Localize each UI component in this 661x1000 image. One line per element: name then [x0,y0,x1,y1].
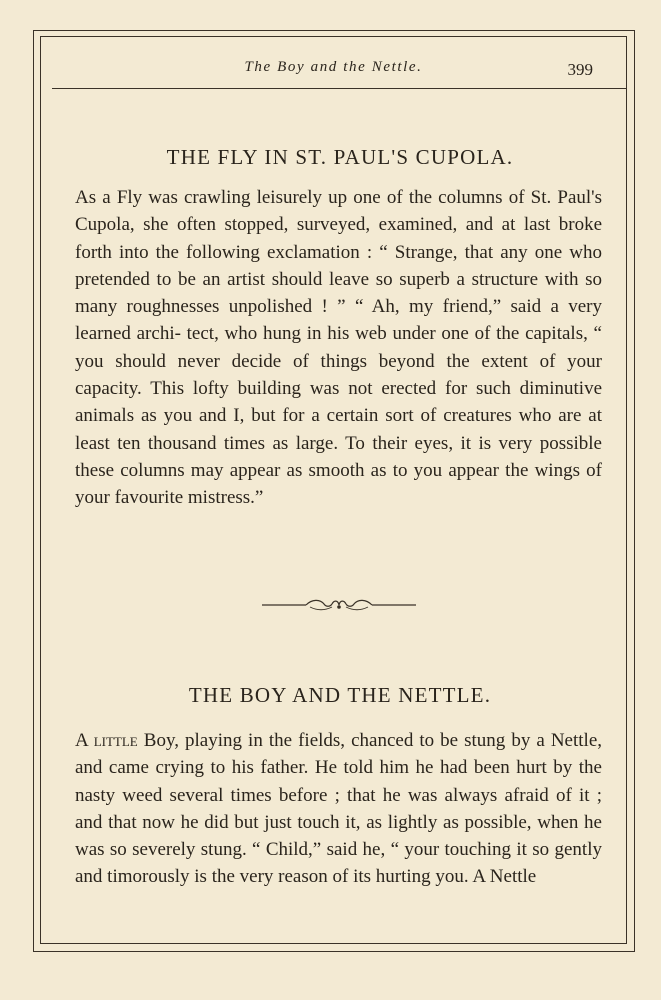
lead-words: A little [75,730,138,751]
fable-text-fly: As a Fly was crawling leisurely up one of the columns of St. Paul's Cupola, she often stopped, surveyed, examined, and at last broke forth into the following exclamation : “ Strange, that any one who pretended to be an artist should leave so superb a structure with so many roughnesses unpolished ! ” “ Ah, my friend,” said a very learned archi- tect, who hung in his web under one of the capitals, “ you should never decide of things beyond the extent of your capacity. This lofty building was not erected for such diminutive animals as you and I, but for a certain sort of creatures who are at least ten thousand times as large. To their eyes, it is very possible these columns may appear as smooth as to you appear the wings of your favourite mistress.” [75,187,602,509]
fable-title-nettle: THE BOY AND THE NETTLE. [188,683,492,707]
running-head [40,58,627,82]
running-head-title: The Boy and the Nettle. [244,59,423,75]
fable-text-nettle-body: Boy, playing in the fields, chanced to be stung by a Nettle, and came crying to his father. He told him he had been hurt by the nasty weed several times before ; that he was always afraid of it ; and that now he did but just touch it, as lightly as possible, when he was so severely stung. “ Child,” said he, “ your touching it so gently and timorously is the very reason of its hurting you. A Nettle [75,730,603,888]
header-rule [52,88,626,89]
scroll-flourish-icon [262,596,416,614]
fable-text-nettle [75,727,602,891]
page-number: 399 [567,60,593,79]
fable-title-fly: THE FLY IN ST. PAUL'S CUPOLA. [166,145,514,169]
